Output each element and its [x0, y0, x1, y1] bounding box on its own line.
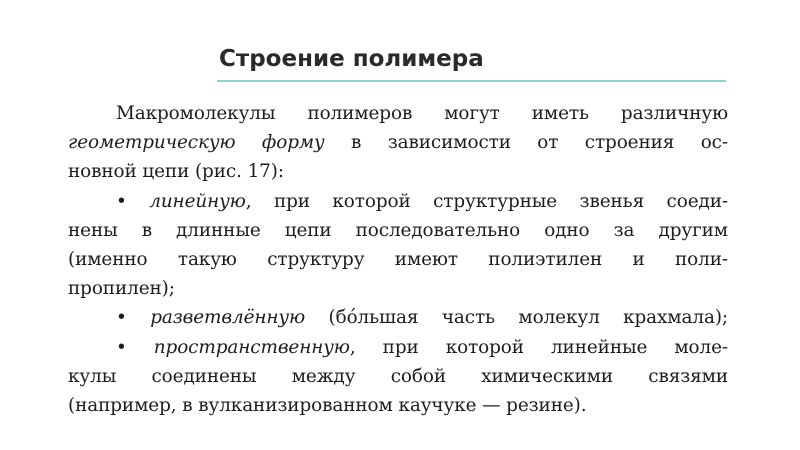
section-title: Строение полимера	[219, 46, 484, 72]
bullet-branched: • разветвлённую (бóльшая часть молекул крахмала);	[116, 307, 728, 329]
text-line-3: новной цепи (рис. 17):	[68, 161, 284, 183]
bullet-spatial: • пространственную, при которой линейные моле-	[116, 336, 728, 358]
bullet-marker: •	[116, 336, 154, 358]
body-text	[68, 99, 728, 420]
text-line-11: (например, в вулканизированном каучуке — резине).	[68, 395, 587, 417]
text-line-5: нены в длинные цепи последовательно одно за другим	[68, 219, 728, 241]
term-geometric-form: геометрическую форму	[68, 132, 325, 154]
title-underline	[217, 80, 726, 82]
bullet-linear: • линейную, при которой структурные звенья соеди-	[116, 190, 728, 212]
bullet-marker: •	[116, 190, 150, 212]
text-line-2: геометрическую форму в зависимости от строения ос-	[68, 132, 728, 154]
text-line-10: кулы соединены между собой химическими связями	[68, 365, 728, 387]
term-linear: линейную	[149, 190, 246, 212]
text-line-1: Макромолекулы полимеров могут иметь различную	[116, 103, 728, 124]
term-branched: разветвлённую	[150, 307, 306, 329]
bullet-marker: •	[116, 307, 151, 329]
text-line-6: (именно такую структуру имеют полиэтилен и поли-	[68, 249, 728, 271]
text-line-7: пропилен);	[68, 278, 175, 300]
term-spatial: пространственную	[153, 336, 350, 358]
